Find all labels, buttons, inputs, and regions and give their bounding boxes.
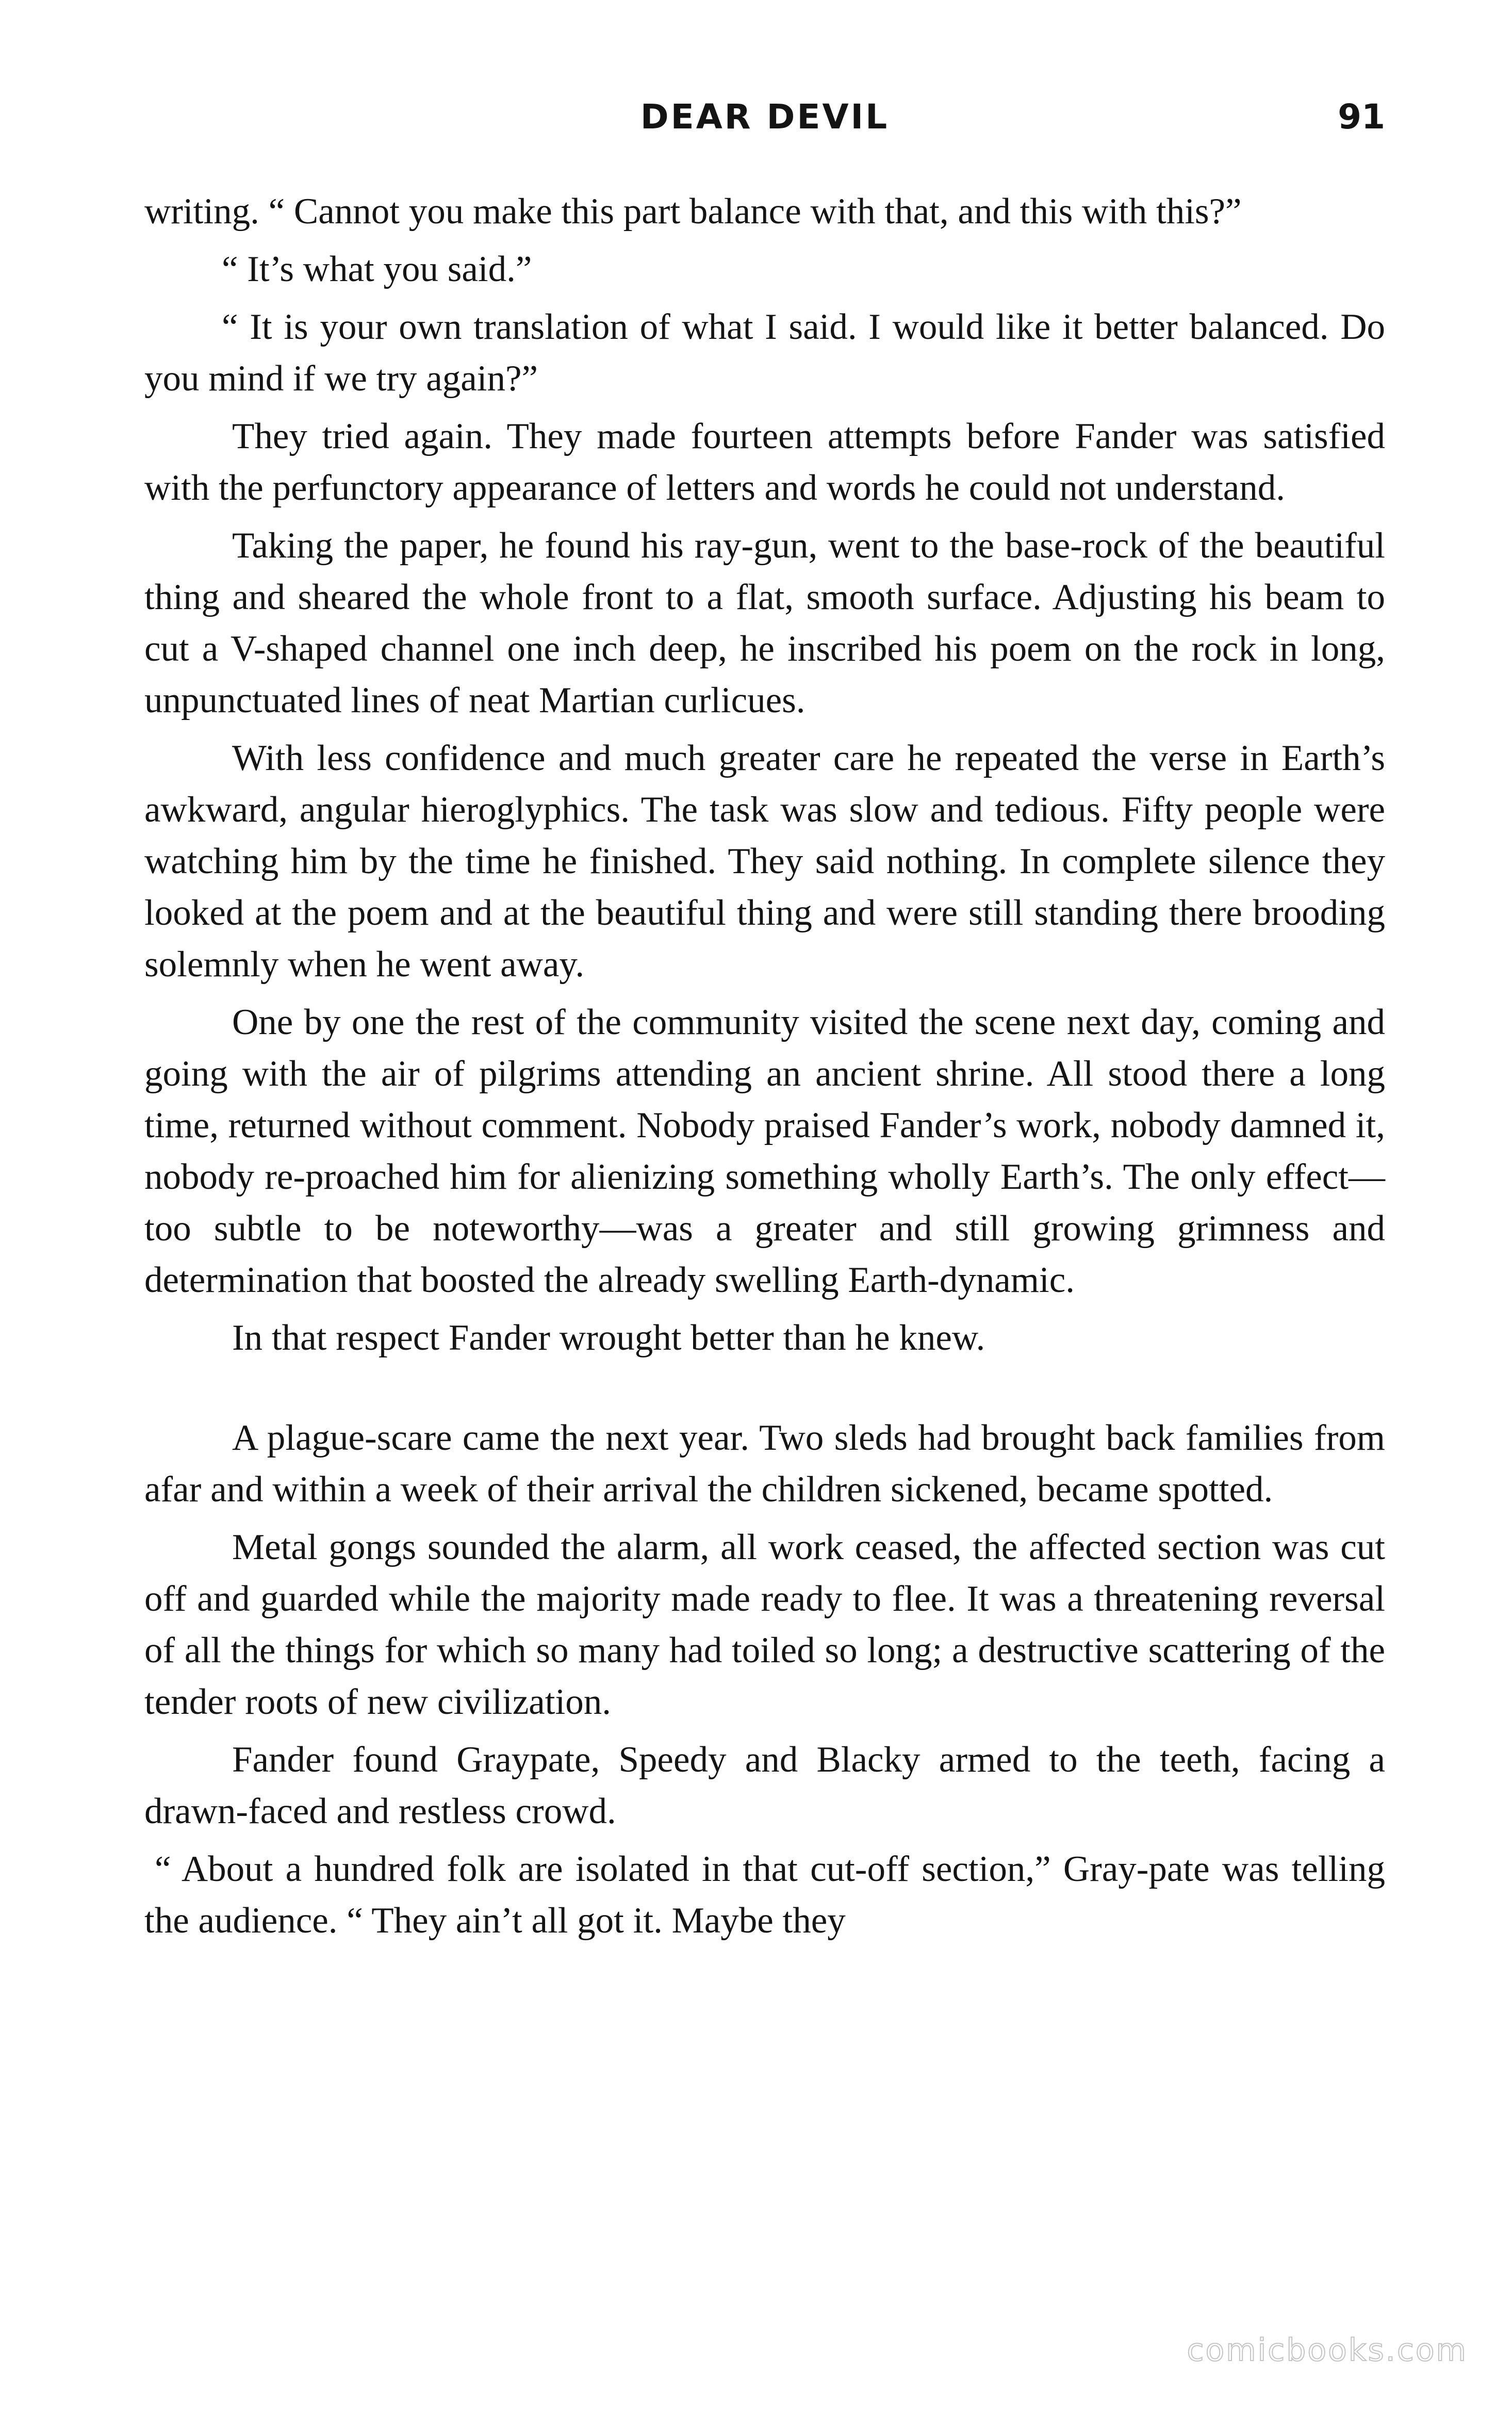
page-number: 91 xyxy=(1338,97,1385,137)
paragraph: One by one the rest of the community visited the scene next day, coming and going with the air of pilgrims attending an ancient shrine. All stood there a long time, returned without comment. Nobody praised Fander’s work, nobody damned it, nobody re-proached him for alienizing something wholly Earth’s. The only effect—too subtle to be noteworthy—was a greater and still growing grimness and determination that boosted the already swelling Earth-dynamic. xyxy=(144,1002,1385,1300)
paragraph: “ It’s what you said.” xyxy=(222,249,532,289)
paragraph: Fander found Graypate, Speedy and Blacky armed to the teeth, facing a drawn-faced and restless crowd. xyxy=(144,1740,1385,1831)
paragraph: In that respect Fander wrought better than he knew. xyxy=(232,1318,985,1358)
watermark: comicbooks.com xyxy=(1187,2332,1468,2368)
page-header xyxy=(144,87,1385,149)
paragraph: Taking the paper, he found his ray-gun, went to the base-rock of the beautiful thing and sheared the whole front to a flat, smooth surface. Adjusting his beam to cut a V-shaped channel one inch deep, he inscribed his poem on the rock in long, unpunctuated lines of neat Martian curlicues. xyxy=(144,526,1385,720)
paragraph: writing. “ Cannot you make this part balance with that, and this with this?” xyxy=(144,191,1242,232)
paragraph: “ About a hundred folk are isolated in that cut-off section,” Gray-pate was telling the audience. “ They ain’t all got it. Maybe they xyxy=(144,1849,1385,1941)
paragraph: With less confidence and much greater care he repeated the verse in Earth’s awkward, angular hieroglyphics. The task was slow and tedious. Fifty people were watching him by the time he finished. They said nothing. In complete silence they looked at the poem and at the beautiful thing and were still standing there brooding solemnly when he went away. xyxy=(144,738,1385,985)
running-head: DEAR DEVIL xyxy=(640,97,890,137)
body-text xyxy=(144,186,1385,1953)
paragraph: A plague-scare came the next year. Two sleds had brought back families from afar and within a week of their arrival the children sickened, became spotted. xyxy=(144,1418,1385,1510)
paragraph: Metal gongs sounded the alarm, all work ceased, the affected section was cut off and guarded while the majority made ready to flee. It was a threatening reversal of all the things for which so many had toiled so long; a destructive scattering of the tender roots of new civilization. xyxy=(144,1527,1385,1722)
paragraph: They tried again. They made fourteen attempts before Fander was satisfied with the perfunctory appearance of letters and words he could not understand. xyxy=(144,416,1385,508)
paragraph: “ It is your own translation of what I said. I would like it better balanced. Do you mind if we try again?” xyxy=(144,307,1385,399)
